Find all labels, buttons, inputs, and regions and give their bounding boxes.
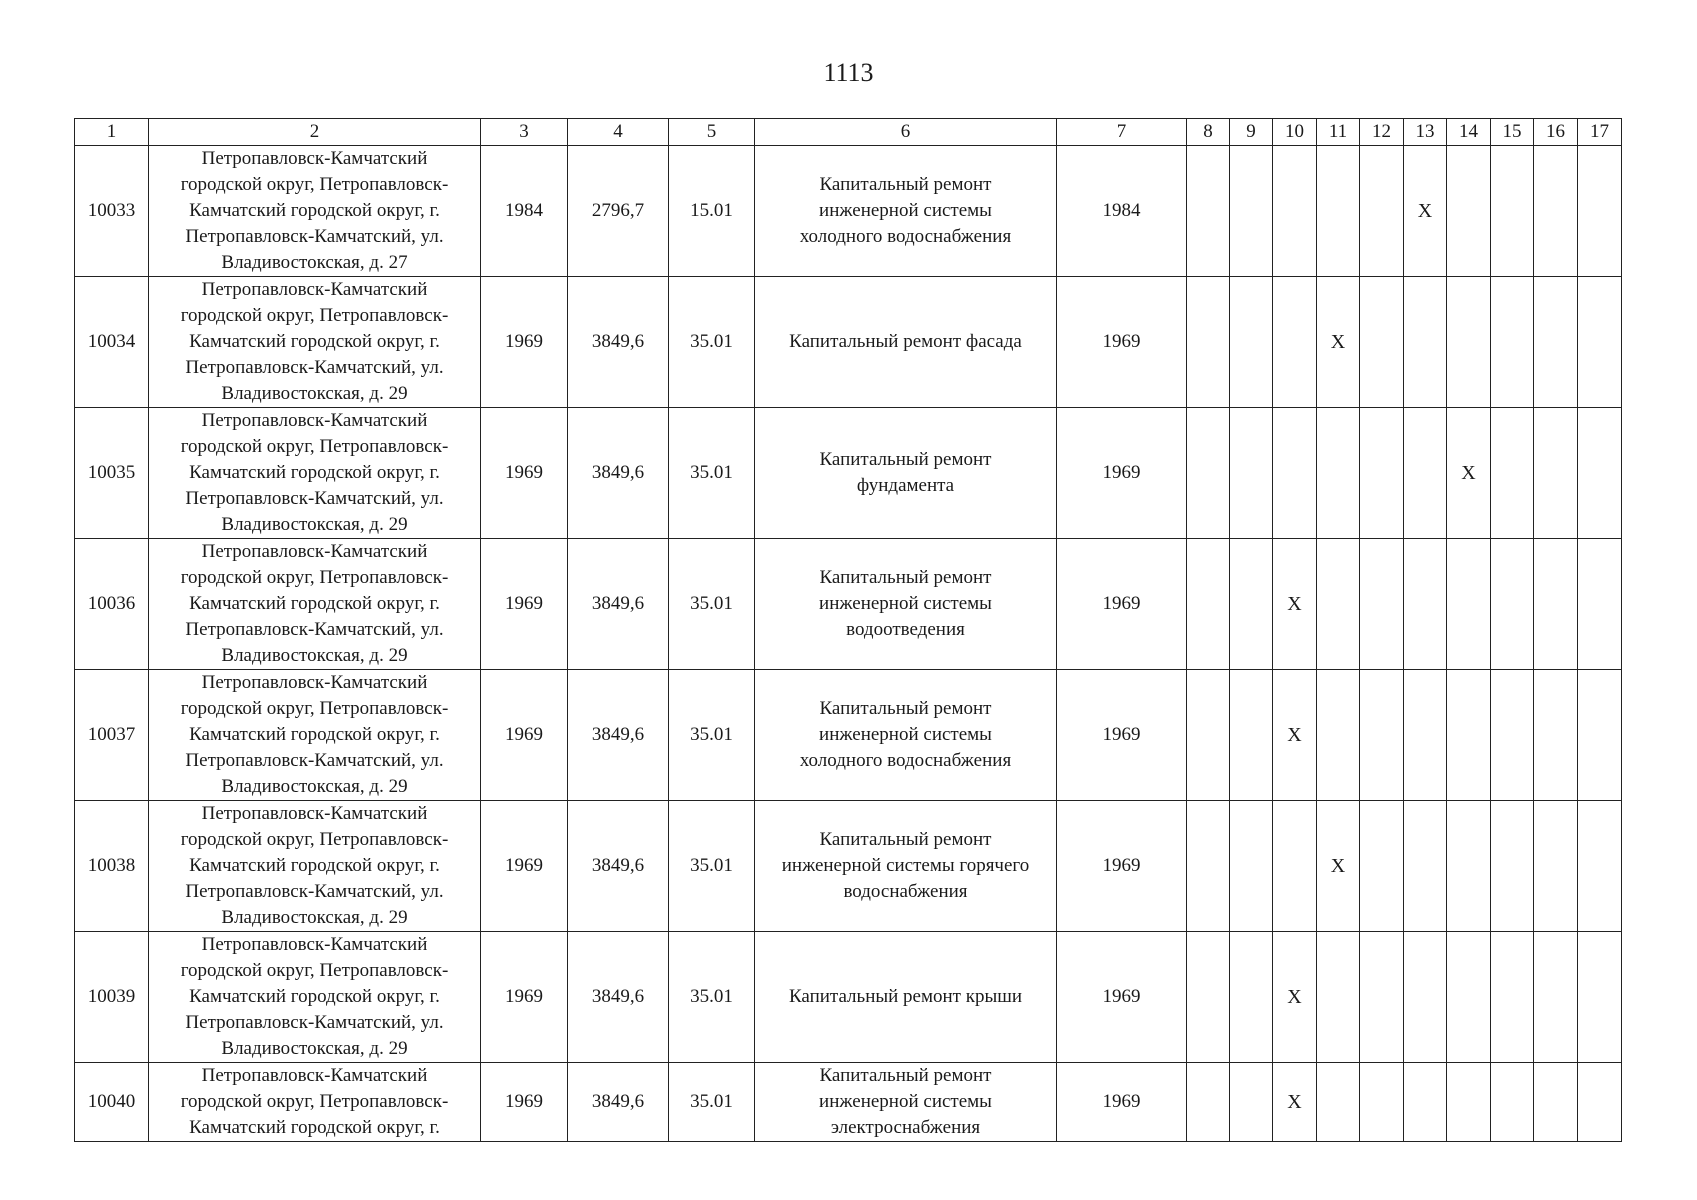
address-line: Владивостокская, д. 29 (221, 514, 408, 535)
address-line: городской округ, Петропавловск- (180, 960, 449, 981)
address-cell (149, 932, 481, 1063)
period-cell-12 (1360, 932, 1404, 1063)
year-built: 1969 (481, 801, 568, 932)
period-cell-17 (1578, 670, 1622, 801)
year-built: 1969 (481, 539, 568, 670)
address-line: Камчатский городской округ, г. (189, 855, 440, 876)
address-line: Петропавловск-Камчатский (201, 279, 428, 300)
period-cell-8 (1187, 670, 1230, 801)
column-header-9: 9 (1230, 119, 1273, 146)
column-header-8: 8 (1187, 119, 1230, 146)
year-built: 1969 (481, 1063, 568, 1142)
work-type-line: водоснабжения (843, 881, 968, 902)
table-row (75, 146, 1622, 277)
period-cell-10: X (1273, 932, 1317, 1063)
period-cell-9 (1230, 670, 1273, 801)
work-type-line: инженерной системы горячего (781, 855, 1030, 876)
column-header-16: 16 (1534, 119, 1578, 146)
period-cell-17 (1578, 539, 1622, 670)
area: 3849,6 (568, 277, 669, 408)
period-cell-17 (1578, 408, 1622, 539)
column-header-15: 15 (1491, 119, 1534, 146)
period-cell-15 (1491, 277, 1534, 408)
year-built: 1969 (481, 408, 568, 539)
work-type-cell (755, 408, 1057, 539)
period-cell-16 (1534, 408, 1578, 539)
address-line: городской округ, Петропавловск- (180, 305, 449, 326)
code: 35.01 (669, 539, 755, 670)
address-cell (149, 539, 481, 670)
work-type-line: Капитальный ремонт (819, 567, 992, 588)
period-cell-10: X (1273, 670, 1317, 801)
period-cell-17 (1578, 932, 1622, 1063)
period-cell-8 (1187, 539, 1230, 670)
period-cell-9 (1230, 801, 1273, 932)
row-id: 10034 (75, 277, 149, 408)
work-type-line: Капитальный ремонт (819, 829, 992, 850)
period-cell-9 (1230, 932, 1273, 1063)
period-cell-11 (1317, 1063, 1360, 1142)
address-line: Камчатский городской округ, г. (189, 331, 440, 352)
work-type-line: инженерной системы (819, 724, 992, 745)
period-cell-8 (1187, 146, 1230, 277)
period-cell-13 (1404, 408, 1447, 539)
address-line: Петропавловск-Камчатский (201, 148, 428, 169)
period-cell-17 (1578, 277, 1622, 408)
period-cell-15 (1491, 146, 1534, 277)
period-cell-9 (1230, 1063, 1273, 1142)
column-header-11: 11 (1317, 119, 1360, 146)
year-built: 1969 (481, 670, 568, 801)
address-line: Камчатский городской округ, г. (189, 1117, 440, 1138)
column-header-5: 5 (669, 119, 755, 146)
period-cell-13 (1404, 801, 1447, 932)
year-built: 1984 (481, 146, 568, 277)
period-cell-15 (1491, 670, 1534, 801)
address-line: Камчатский городской округ, г. (189, 593, 440, 614)
year-commissioned: 1969 (1057, 277, 1187, 408)
area: 3849,6 (568, 670, 669, 801)
period-cell-10: X (1273, 1063, 1317, 1142)
address-line: Петропавловск-Камчатский, ул. (185, 1012, 444, 1033)
work-type-cell (755, 801, 1057, 932)
period-cell-12 (1360, 670, 1404, 801)
period-cell-14 (1447, 670, 1491, 801)
address-line: городской округ, Петропавловск- (180, 829, 449, 850)
address-line: Петропавловск-Камчатский (201, 410, 428, 431)
area: 3849,6 (568, 408, 669, 539)
address-line: Петропавловск-Камчатский, ул. (185, 357, 444, 378)
address-line: Камчатский городской округ, г. (189, 986, 440, 1007)
column-header-13: 13 (1404, 119, 1447, 146)
address-line: Петропавловск-Камчатский, ул. (185, 488, 444, 509)
address-cell (149, 146, 481, 277)
register-table (74, 118, 1622, 1142)
area: 3849,6 (568, 1063, 669, 1142)
year-commissioned: 1969 (1057, 1063, 1187, 1142)
period-cell-16 (1534, 932, 1578, 1063)
work-type-line: Капитальный ремонт (819, 1065, 992, 1086)
period-cell-14 (1447, 539, 1491, 670)
code: 15.01 (669, 146, 755, 277)
period-cell-16 (1534, 146, 1578, 277)
year-commissioned: 1969 (1057, 539, 1187, 670)
period-cell-13 (1404, 277, 1447, 408)
work-type-line: холодного водоснабжения (799, 226, 1012, 247)
work-type-line: инженерной системы (819, 200, 992, 221)
period-cell-14 (1447, 801, 1491, 932)
year-built: 1969 (481, 932, 568, 1063)
period-cell-10: X (1273, 539, 1317, 670)
work-type-cell (755, 539, 1057, 670)
period-cell-13 (1404, 1063, 1447, 1142)
period-cell-10 (1273, 801, 1317, 932)
period-cell-15 (1491, 801, 1534, 932)
address-line: городской округ, Петропавловск- (180, 174, 449, 195)
period-cell-8 (1187, 801, 1230, 932)
period-cell-17 (1578, 1063, 1622, 1142)
period-cell-17 (1578, 801, 1622, 932)
period-cell-8 (1187, 408, 1230, 539)
address-line: Владивостокская, д. 29 (221, 1038, 408, 1059)
work-type-line: инженерной системы (819, 1091, 992, 1112)
address-line: Петропавловск-Камчатский (201, 934, 428, 955)
column-header-3: 3 (481, 119, 568, 146)
period-cell-12 (1360, 408, 1404, 539)
period-cell-9 (1230, 539, 1273, 670)
period-cell-16 (1534, 539, 1578, 670)
period-cell-14 (1447, 1063, 1491, 1142)
period-cell-15 (1491, 932, 1534, 1063)
column-header-1: 1 (75, 119, 149, 146)
address-line: Петропавловск-Камчатский, ул. (185, 881, 444, 902)
address-line: Петропавловск-Камчатский (201, 803, 428, 824)
year-commissioned: 1969 (1057, 801, 1187, 932)
address-line: Камчатский городской округ, г. (189, 462, 440, 483)
work-type-line: водоотведения (846, 619, 965, 640)
address-line: городской округ, Петропавловск- (180, 1091, 449, 1112)
work-type-line: фундамента (856, 475, 955, 496)
address-line: городской округ, Петропавловск- (180, 698, 449, 719)
period-cell-10 (1273, 277, 1317, 408)
period-cell-13 (1404, 539, 1447, 670)
year-commissioned: 1969 (1057, 932, 1187, 1063)
address-line: Петропавловск-Камчатский, ул. (185, 750, 444, 771)
table-row (75, 539, 1622, 670)
period-cell-9 (1230, 146, 1273, 277)
row-id: 10036 (75, 539, 149, 670)
work-type-cell (755, 932, 1057, 1063)
column-header-2: 2 (149, 119, 481, 146)
work-type-line: Капитальный ремонт крыши (788, 986, 1023, 1007)
row-id: 10037 (75, 670, 149, 801)
year-commissioned: 1969 (1057, 408, 1187, 539)
code: 35.01 (669, 670, 755, 801)
period-cell-12 (1360, 146, 1404, 277)
code: 35.01 (669, 932, 755, 1063)
table-row (75, 670, 1622, 801)
address-cell (149, 670, 481, 801)
work-type-cell (755, 670, 1057, 801)
row-id: 10035 (75, 408, 149, 539)
period-cell-10 (1273, 408, 1317, 539)
period-cell-11: X (1317, 801, 1360, 932)
address-line: Владивостокская, д. 29 (221, 645, 408, 666)
column-header-7: 7 (1057, 119, 1187, 146)
column-header-10: 10 (1273, 119, 1317, 146)
address-line: Камчатский городской округ, г. (189, 724, 440, 745)
address-line: Петропавловск-Камчатский, ул. (185, 226, 444, 247)
period-cell-12 (1360, 801, 1404, 932)
address-line: Владивостокская, д. 29 (221, 383, 408, 404)
period-cell-11: X (1317, 277, 1360, 408)
period-cell-16 (1534, 670, 1578, 801)
period-cell-9 (1230, 277, 1273, 408)
area: 3849,6 (568, 801, 669, 932)
work-type-line: Капитальный ремонт (819, 698, 992, 719)
row-id: 10038 (75, 801, 149, 932)
period-cell-12 (1360, 539, 1404, 670)
period-cell-13 (1404, 670, 1447, 801)
column-header-17: 17 (1578, 119, 1622, 146)
row-id: 10039 (75, 932, 149, 1063)
address-line: Петропавловск-Камчатский (201, 541, 428, 562)
area: 3849,6 (568, 932, 669, 1063)
column-header-12: 12 (1360, 119, 1404, 146)
table-row (75, 408, 1622, 539)
address-cell (149, 801, 481, 932)
work-type-cell (755, 146, 1057, 277)
period-cell-11 (1317, 670, 1360, 801)
code: 35.01 (669, 408, 755, 539)
period-cell-14 (1447, 277, 1491, 408)
table-row (75, 801, 1622, 932)
period-cell-10 (1273, 146, 1317, 277)
page-number: 1113 (823, 58, 874, 87)
period-cell-15 (1491, 408, 1534, 539)
period-cell-12 (1360, 277, 1404, 408)
address-line: Владивостокская, д. 29 (221, 907, 408, 928)
header-row (75, 119, 1622, 146)
period-cell-16 (1534, 1063, 1578, 1142)
code: 35.01 (669, 801, 755, 932)
table-row (75, 1063, 1622, 1142)
period-cell-15 (1491, 539, 1534, 670)
address-line: Камчатский городской округ, г. (189, 200, 440, 221)
period-cell-15 (1491, 1063, 1534, 1142)
address-line: Петропавловск-Камчатский (201, 672, 428, 693)
address-line: Владивостокская, д. 27 (221, 252, 408, 273)
column-header-14: 14 (1447, 119, 1491, 146)
period-cell-14 (1447, 932, 1491, 1063)
period-cell-11 (1317, 932, 1360, 1063)
year-built: 1969 (481, 277, 568, 408)
table-row (75, 932, 1622, 1063)
period-cell-11 (1317, 408, 1360, 539)
area: 3849,6 (568, 539, 669, 670)
work-type-line: электроснабжения (830, 1117, 981, 1138)
row-id: 10040 (75, 1063, 149, 1142)
column-header-6: 6 (755, 119, 1057, 146)
address-cell (149, 408, 481, 539)
table-row (75, 277, 1622, 408)
address-cell (149, 277, 481, 408)
row-id: 10033 (75, 146, 149, 277)
work-type-line: Капитальный ремонт (819, 174, 992, 195)
period-cell-8 (1187, 277, 1230, 408)
period-cell-8 (1187, 932, 1230, 1063)
address-cell (149, 1063, 481, 1142)
address-line: Владивостокская, д. 29 (221, 776, 408, 797)
column-header-4: 4 (568, 119, 669, 146)
address-line: Петропавловск-Камчатский, ул. (185, 619, 444, 640)
work-type-line: Капитальный ремонт (819, 449, 992, 470)
year-commissioned: 1984 (1057, 146, 1187, 277)
work-type-line: холодного водоснабжения (799, 750, 1012, 771)
period-cell-14: X (1447, 408, 1491, 539)
period-cell-9 (1230, 408, 1273, 539)
period-cell-8 (1187, 1063, 1230, 1142)
work-type-line: инженерной системы (819, 593, 992, 614)
period-cell-11 (1317, 539, 1360, 670)
period-cell-16 (1534, 277, 1578, 408)
work-type-cell (755, 1063, 1057, 1142)
work-type-line: Капитальный ремонт фасада (789, 331, 1022, 352)
period-cell-12 (1360, 1063, 1404, 1142)
code: 35.01 (669, 1063, 755, 1142)
period-cell-13 (1404, 932, 1447, 1063)
period-cell-13: X (1404, 146, 1447, 277)
address-line: городской округ, Петропавловск- (180, 567, 449, 588)
address-line: Петропавловск-Камчатский (201, 1065, 428, 1086)
area: 2796,7 (568, 146, 669, 277)
period-cell-16 (1534, 801, 1578, 932)
period-cell-14 (1447, 146, 1491, 277)
code: 35.01 (669, 277, 755, 408)
address-line: городской округ, Петропавловск- (180, 436, 449, 457)
period-cell-17 (1578, 146, 1622, 277)
period-cell-11 (1317, 146, 1360, 277)
work-type-cell (755, 277, 1057, 408)
year-commissioned: 1969 (1057, 670, 1187, 801)
